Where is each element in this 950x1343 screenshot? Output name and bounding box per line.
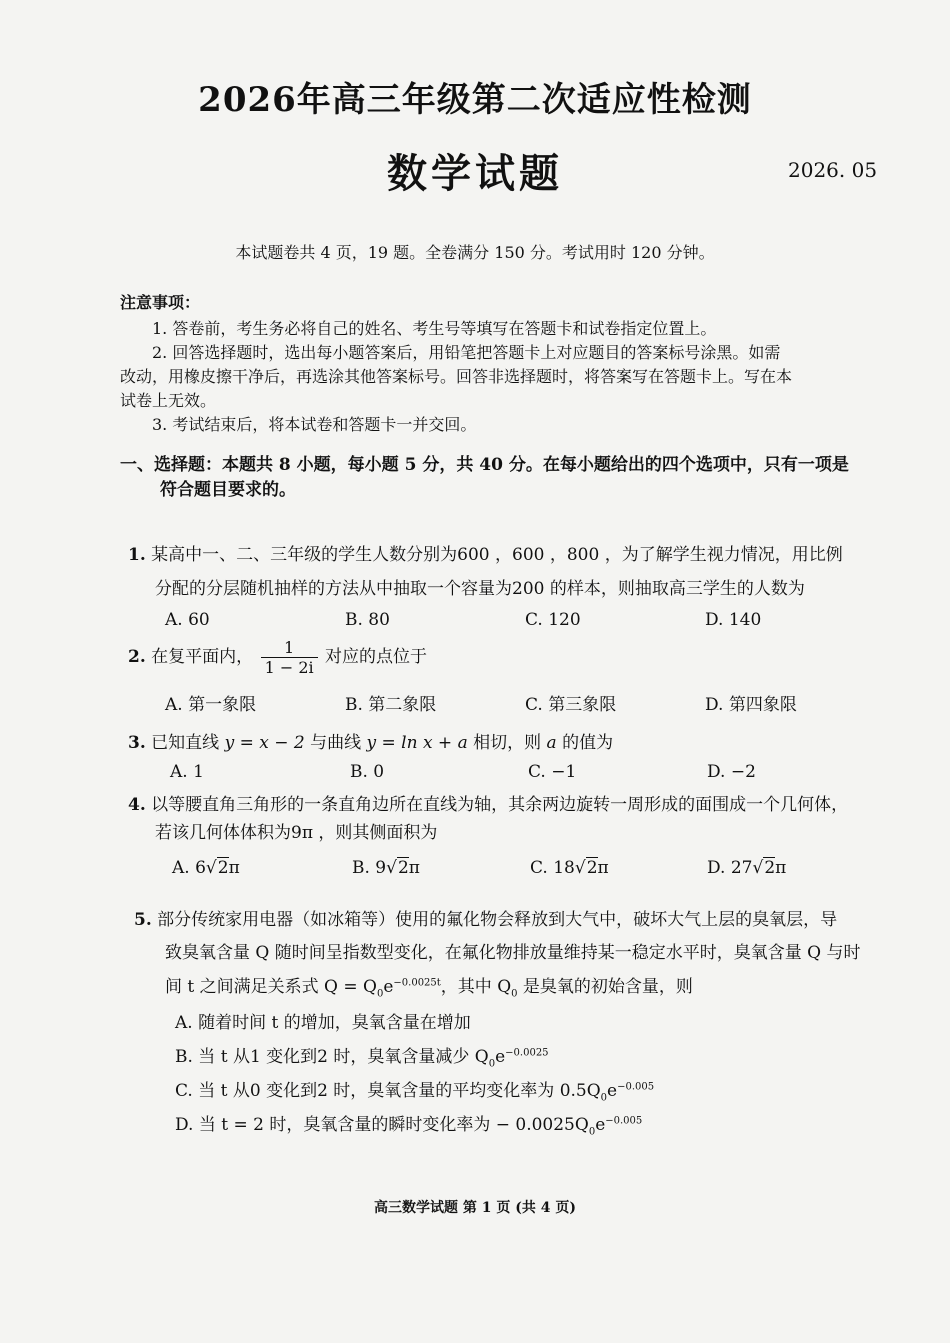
pi: π [228,858,240,878]
exam-intro: 本试题卷共 4 页，19 题。全卷满分 150 分。考试用时 120 分钟。 [235,243,715,262]
q4-option-d: D. 27√2π [707,858,787,878]
question-5 [134,905,837,930]
pi: π [408,858,420,878]
q1-option-d: D. 140 [705,610,762,630]
question-number: 2. [128,647,146,667]
q3-option-c: C. −1 [528,762,577,782]
question-2 [128,638,427,677]
q1-option-a: A. 60 [165,610,210,630]
text: e [495,1047,506,1067]
note-1: 1. 答卷前，考生务必将自己的姓名、考生号等填写在答题卡和试卷指定位置上。 [152,319,717,338]
text: e [595,1115,606,1135]
q5-option-c [175,1076,654,1103]
text: ，其中 Q [440,977,512,997]
note-2-line-3: 试卷上无效。 [120,391,217,410]
question-text-pre: 在复平面内， [151,647,254,667]
q5-option-d [175,1110,642,1137]
q3-option-a: A. 1 [170,762,204,782]
q4-option-b: B. 9√2π [352,858,420,878]
subscript: 0 [600,1092,608,1104]
notes-heading: 注意事项： [120,293,201,312]
question-4-cont: 若该几何体体积为9π ，则其侧面积为 [155,823,438,843]
sqrt-radicand: 2 [217,858,229,878]
q3-option-b: B. 0 [350,762,385,782]
text: 间 t 之间满足关系式 Q = Q [165,977,377,997]
question-number: 3. [128,733,146,753]
exponent: −0.005 [605,1115,643,1127]
text: e [607,1081,618,1101]
exam-title: 2026年高三年级第二次适应性检测 [198,80,752,120]
page-footer: 高三数学试题 第 1 页 (共 4 页) [374,1200,576,1216]
section-1-heading-cont: 符合题目要求的。 [160,480,296,500]
option-text: B. 9 [352,858,387,878]
text: 已知直线 [151,733,225,753]
q1-option-c: C. 120 [525,610,581,630]
option-text: C. 18 [530,858,575,878]
sqrt-radicand: 2 [397,858,409,878]
fraction [261,638,318,677]
question-number: 5. [134,910,152,930]
question-text: 以等腰直角三角形的一条直角边所在直线为轴，其余两边旋转一周形成的面围成一个几何体， [151,795,849,815]
q5-option-b [175,1042,549,1069]
exam-date: 2026. 05 [788,158,878,182]
question-text-post: 对应的点位于 [325,647,428,667]
note-2-line-2: 改动，用橡皮擦干净后，再选涂其他答案标号。回答非选择题时，将答案写在答题卡上。写在本 [120,367,793,386]
option-text: A. 6 [172,858,206,878]
text: 相切，则 [467,733,547,753]
subscript: 0 [376,988,384,1000]
option-text: D. 27 [707,858,753,878]
subscript: 0 [488,1058,496,1070]
pi: π [775,858,787,878]
fraction-numerator: 1 [261,638,318,658]
text: 是臭氧的初始含量，则 [517,977,693,997]
q3-option-d: D. −2 [707,762,756,782]
question-4 [128,790,848,815]
exponent: −0.0025 [505,1047,549,1059]
q2-option-d: D. 第四象限 [705,695,797,715]
text: C. 当 t 从0 变化到2 时，臭氧含量的平均变化率为 0.5Q [175,1081,601,1101]
q2-option-a: A. 第一象限 [165,695,257,715]
text: B. 当 t 从1 变化到2 时，臭氧含量减少 Q [175,1047,489,1067]
subscript: 0 [588,1126,596,1138]
sqrt-radicand: 2 [764,858,776,878]
question-number: 4. [128,795,146,815]
variable: a [546,733,557,753]
equation-curve: y = ln x + a [366,733,468,753]
q4-option-c: C. 18√2π [530,858,609,878]
question-1 [128,540,843,565]
exponent: −0.0025t [393,977,441,989]
equation-line: y = x − 2 [224,733,305,753]
note-2-line-1: 2. 回答选择题时，选出每小题答案后，用铅笔把答题卡上对应题目的答案标号涂黑。如需 [152,343,781,362]
subject-title: 数学试题 [387,150,563,197]
q4-option-a: A. 6√2π [172,858,240,878]
text: D. 当 t = 2 时，臭氧含量的瞬时变化率为 − 0.0025Q [175,1115,589,1135]
q5-option-a: A. 随着时间 t 的增加，臭氧含量在增加 [175,1013,471,1033]
text: e [383,977,394,997]
q2-option-b: B. 第二象限 [345,695,437,715]
question-5-line-2: 致臭氧含量 Q 随时间呈指数型变化，在氟化物排放量维持某一稳定水平时，臭氧含量 Q 与时 [165,943,861,963]
q2-option-c: C. 第三象限 [525,695,617,715]
question-text: 部分传统家用电器（如冰箱等）使用的氟化物会释放到大气中，破坏大气上层的臭氧层，导 [157,910,838,930]
fraction-denominator: 1 − 2i [264,658,314,677]
exponent: −0.005 [617,1081,655,1093]
pi: π [597,858,609,878]
text: 与曲线 [304,733,367,753]
section-1-heading: 一、选择题：本题共 8 小题，每小题 5 分，共 40 分。在每小题给出的四个选项中，只有一项是 [120,455,849,475]
note-3: 3. 考试结束后，将本试卷和答题卡一并交回。 [152,415,477,434]
q1-option-b: B. 80 [345,610,390,630]
question-text: 某高中一、二、三年级的学生人数分别为600 ，600 ，800 ，为了解学生视力情况，用比例 [151,545,843,565]
text: 的值为 [556,733,614,753]
sqrt-radicand: 2 [586,858,598,878]
subscript: 0 [511,988,518,1000]
question-5-line-3 [165,972,693,999]
question-1-cont: 分配的分层随机抽样的方法从中抽取一个容量为200 的样本，则抽取高三学生的人数为 [155,579,805,599]
question-number: 1. [128,545,146,565]
question-3 [128,728,613,753]
